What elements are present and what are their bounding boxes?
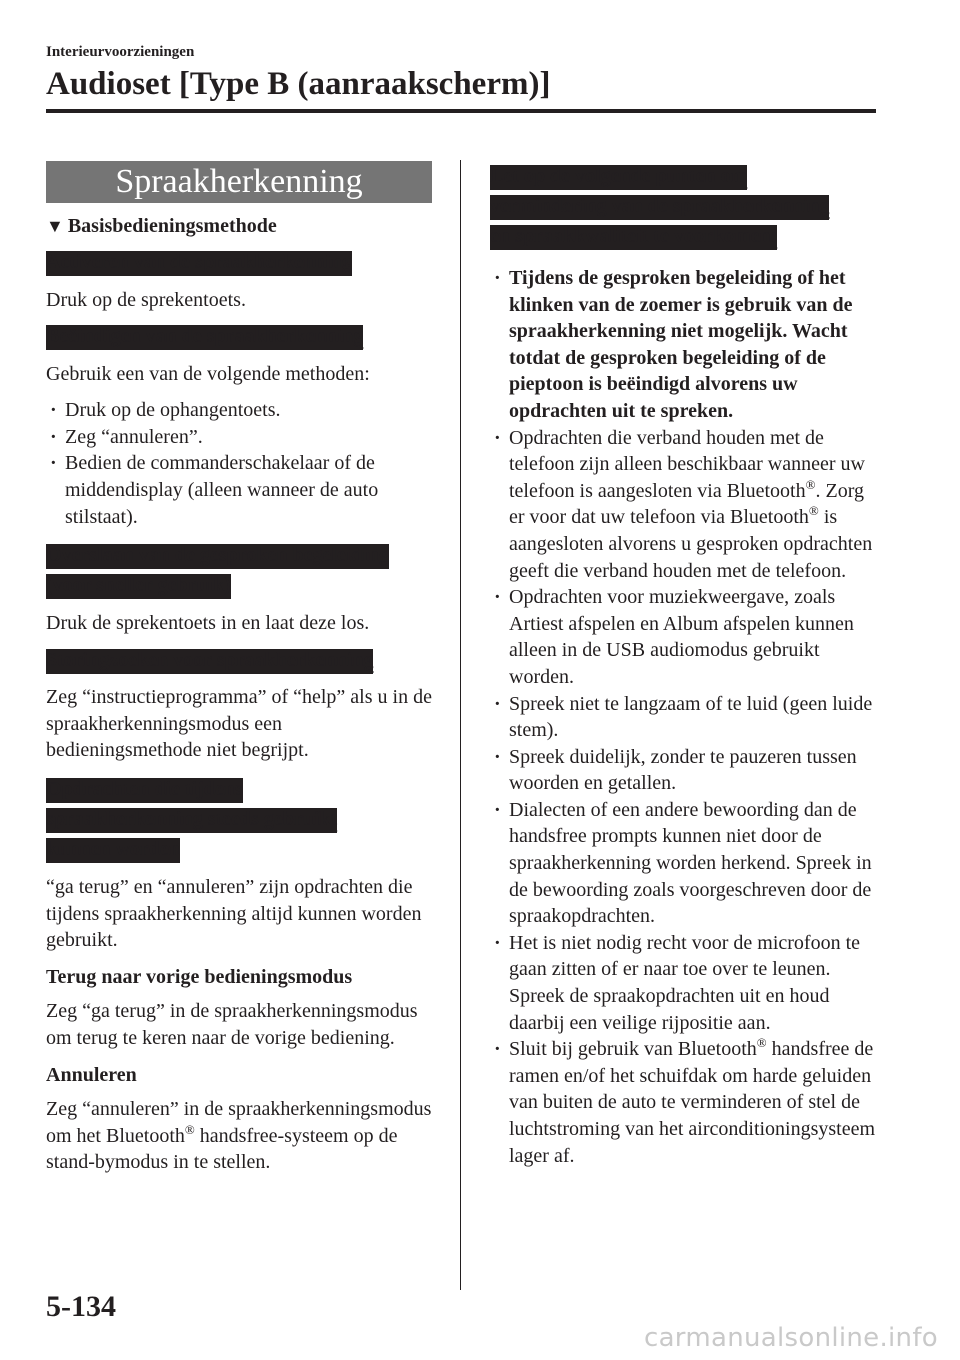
back-text: Zeg “ga terug” in de spraakherkenningsmodus om terug te keren naar de vorige bediening. xyxy=(46,1000,418,1049)
list-item: · Het is niet nodig recht voor de microfoon te gaan zitten of er naar toe over te leunen. Spreek de spraakopdrachten uit en houd daarbij een veilige rijpositie aan. xyxy=(490,930,882,1036)
registered-mark: ® xyxy=(805,476,816,492)
activate-heading: Activeren van de spraakherkenning xyxy=(46,251,352,276)
always-commands-heading-line-3: kunnen worden xyxy=(46,838,180,863)
list-item xyxy=(490,1036,882,1169)
skip-heading-line-1: Overslaan van de gesproken begeleiding xyxy=(46,544,389,569)
list-item: · Dialecten of een andere bewoording dan de handsfree prompts kunnen niet door de spraakherkenning worden herkend. Spreek in de bewoording zoals voorgeschreven door de spraakopdrachten. xyxy=(490,797,882,930)
list-item xyxy=(490,425,882,585)
list-item-part: Sluit bij gebruik van Bluetooth xyxy=(509,1038,757,1061)
end-methods-list xyxy=(46,397,436,530)
always-commands-heading-line-2: spraakherkenning steeds gebruikt xyxy=(46,808,337,833)
cancel-heading: Annuleren xyxy=(46,1063,137,1086)
chapter-label: Interieurvoorzieningen xyxy=(46,44,195,60)
column-divider xyxy=(460,160,461,1290)
cancel-text-part: handsfree-systeem op de stand-bymodus in te stellen. xyxy=(46,1124,398,1174)
list-item: · Tijdens de gesproken begeleiding of het klinken van de zoemer is gebruik van de spraakherkenning niet mogelijk. Wacht totdat de gesproken begeleiding of de pieptoon is beëindigd alvorens uw opdrachten uit te spreken. xyxy=(490,265,882,425)
troubleshooting-text: Zeg “instructieprogramma” of “help” als u in de spraakherkenningsmodus een bedieningsmethode niet begrijpt. xyxy=(46,686,432,762)
note-list xyxy=(490,265,882,1169)
activate-text: Druk op de sprekentoets. xyxy=(46,288,246,311)
list-item-part: Opdrachten die verband houden met de telefoon zijn alleen beschikbaar wanneer uw telefoon is aangesloten via Bluetooth xyxy=(509,426,865,502)
basic-operation-heading xyxy=(46,213,436,239)
list-item-part: handsfree de ramen en/of het schuifdak om harde geluiden van buiten de auto te verminderen of stel de luchtstroming van het airconditioningsysteem lager af. xyxy=(509,1038,876,1167)
list-item: · Spreek duidelijk, zonder te pauzeren tussen woorden en getallen. xyxy=(490,744,882,797)
end-text: Gebruik een van de volgende methoden: xyxy=(46,362,370,385)
always-commands-text: “ga terug” en “annuleren” zijn opdrachten die tijdens spraakherkenning altijd kunnen worden gebruikt. xyxy=(46,876,422,952)
registered-mark: ® xyxy=(184,1121,195,1137)
header-rule xyxy=(46,109,876,113)
always-commands-heading-line-1: Opdrachten die tijdens xyxy=(46,778,243,803)
list-item-part: is aangesloten alvorens u gesproken opdrachten geeft die verband houden met de telefoon. xyxy=(509,506,873,582)
cancel-text xyxy=(46,1096,436,1176)
note-heading-line-1: Let op de volgende punten om xyxy=(490,165,747,190)
triangle-marker-icon: ▼ xyxy=(46,216,64,236)
list-item: · Druk op de ophangentoets. xyxy=(46,397,436,424)
registered-mark: ® xyxy=(756,1035,767,1051)
right-column xyxy=(490,161,882,1179)
skip-text: Druk de sprekentoets in en laat deze los. xyxy=(46,612,370,635)
list-item: · Zeg “annuleren”. xyxy=(46,424,436,451)
end-heading: Beëindigen van de spraakherkenning xyxy=(46,325,363,350)
skip-heading-line-2: (voor sneller gebruik) xyxy=(46,574,231,599)
section-banner: Spraakherkenning xyxy=(46,161,432,203)
list-item: · Spreek niet te langzaam of te luid (geen luide stem). xyxy=(490,691,882,744)
list-item: · Opdrachten voor muziekweergave, zoals Artiest afspelen en Album afspelen kunnen alleen in de USB audiomodus gebruikt worden. xyxy=(490,584,882,690)
note-heading-line-2: vermindering van de spraakherkenning xyxy=(490,195,829,220)
page-number: 5-134 xyxy=(46,1290,116,1323)
cancel-text-part: Zeg “annuleren” in de spraakherkenningsmodus om het Bluetooth xyxy=(46,1098,432,1147)
back-heading: Terug naar vorige bedieningsmodus xyxy=(46,965,353,988)
page-title: Audioset [Type B (aanraakscherm)] xyxy=(46,66,551,102)
list-item-part: . Zorg er voor dat uw telefoon via Bluetooth xyxy=(509,479,864,529)
list-item: · Bedien de commanderschakelaar of de middendisplay (alleen wanneer de auto stilstaat). xyxy=(46,450,436,530)
basic-operation-heading-text: Basisbedieningsmethode xyxy=(67,215,277,237)
watermark: carmanualsonline.info xyxy=(643,1323,938,1353)
note-heading-line-3: en spraakkwaliteit te voorkomen: xyxy=(490,225,777,250)
registered-mark: ® xyxy=(808,503,819,519)
left-column xyxy=(46,161,436,1186)
troubleshooting-heading: Storingzoeken voor spraakherkenning xyxy=(46,649,373,674)
